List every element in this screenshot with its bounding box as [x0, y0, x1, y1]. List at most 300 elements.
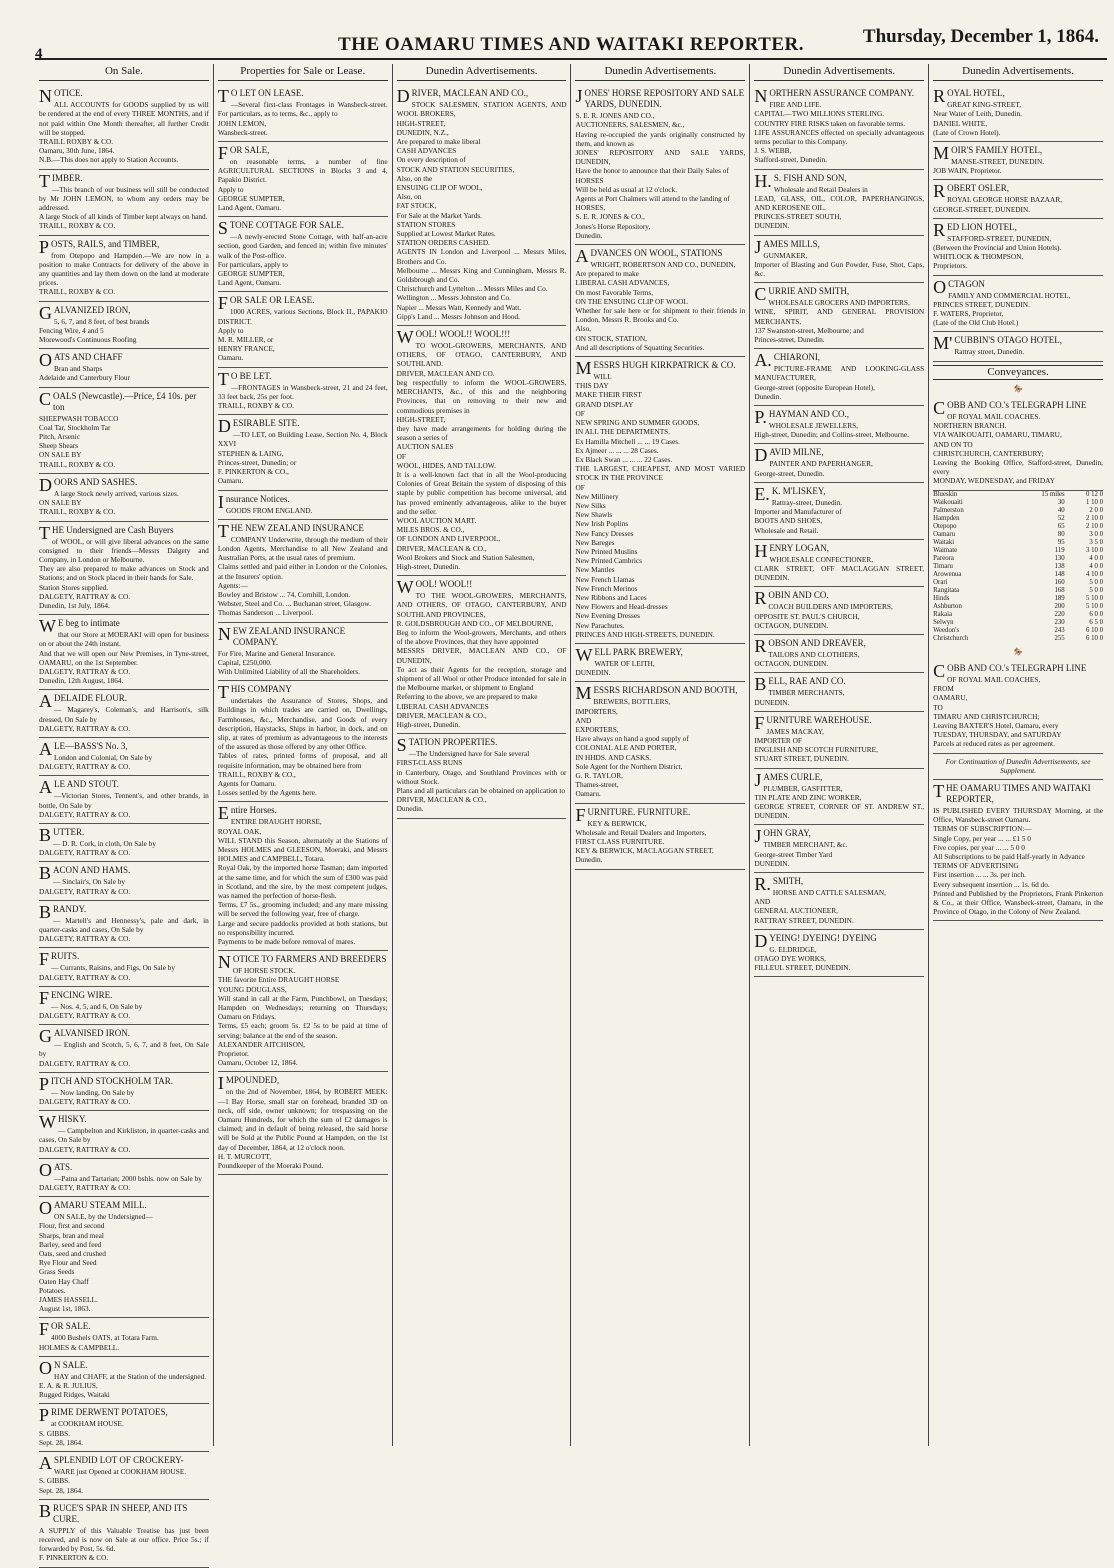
- advertisement-line: Apply to: [217, 325, 244, 335]
- advertisement-line: WHOLESALE GROCERS AND IMPORTERS,: [768, 298, 910, 308]
- advertisement-line: ON STOCK, STATION,: [575, 333, 647, 343]
- advertisement-title: MESSRS RICHARDSON AND BOOTH,: [575, 683, 738, 704]
- fare-cell: Selwyn: [933, 618, 954, 626]
- advertisement-line: F. WATERS, Proprietor,: [933, 309, 1004, 319]
- fare-row: [933, 595, 1103, 603]
- advertisement: [754, 587, 924, 635]
- advertisement: [754, 873, 924, 930]
- advertisement-title: H.S. FISH AND SON,: [754, 170, 847, 191]
- advertisement-line: beg respectfully to inform the WOOL-GROWERS, MERCHANTS, &c., of this and the neighboring Provinces, that on removing to their new and commodious premises in: [396, 377, 567, 415]
- advertisement-line: Proprietors.: [933, 261, 968, 271]
- fare-cell: Waimate: [933, 546, 958, 554]
- advertisement-title: ON SALE.: [39, 1357, 88, 1378]
- advertisement-title: P.HAYMAN AND CO.,: [754, 407, 850, 428]
- advertisement-line: Grass Seeds: [39, 1267, 75, 1277]
- advertisement-title: NOTICE TO FARMERS AND BREEDERS: [217, 952, 387, 973]
- advertisement-line: BREWERS, BOTTLERS,: [593, 697, 671, 707]
- advertisement-line: Dunedin.: [396, 804, 424, 814]
- advertisement-body: [754, 459, 924, 477]
- fare-row: [933, 571, 1103, 579]
- page-number: 4: [35, 46, 43, 62]
- masthead: [35, 24, 1107, 62]
- advertisement-line: ENGLISH AND SCOTCH FURNITURE,: [754, 745, 878, 755]
- advertisement-line: VIA WAIKOUAITI, OAMARU, TIMARU,: [933, 430, 1062, 440]
- advertisement-line: GENERAL AUCTIONEER,: [754, 906, 838, 916]
- advertisement-line: Also, on the: [396, 173, 433, 183]
- advertisement: [397, 85, 567, 326]
- advertisement-line: WARE just Opened at COOKHAM HOUSE.: [54, 1467, 187, 1477]
- advertisement-line: DALGETY, RATTRAY & CO.: [39, 1011, 131, 1020]
- advertisement: [39, 862, 209, 900]
- advertisement-line: on reasonable terms, a number of fine AGRICULTURAL SECTIONS in Blocks 3 and 4, Papakio District.: [217, 157, 388, 185]
- advertisement-line: Christchurch and Lyttelton ... Messrs Miles and Co.: [396, 284, 548, 294]
- fare-cell: 138: [1054, 562, 1065, 570]
- advertisement-line: from Otepopo and Hampden.—We are now in a position to make Contracts for delivery of the above in any quantities and lay them down on the land at moderate prices.: [39, 250, 209, 288]
- advertisement-line: DRIVER, MACLEAN AND CO.: [396, 368, 495, 378]
- advertisement-body: [39, 1333, 209, 1351]
- advertisement: [933, 397, 1103, 491]
- advertisement-line: PICTURE-FRAME AND LOOKING-GLASS MANUFACTURER,: [754, 364, 925, 383]
- advertisement-body: [397, 591, 567, 729]
- advertisement-line: TRAILL ROXBY & CO.: [39, 137, 114, 147]
- advertisement-line: DUNEDIN.: [575, 668, 611, 678]
- advertisement-line: DALGETY, RATTRAY & CO.: [39, 972, 131, 982]
- advertisement: [218, 951, 388, 1072]
- advertisement-line: AUCTION SALES: [396, 442, 454, 452]
- advertisement: [754, 769, 924, 826]
- advertisement: [754, 483, 924, 540]
- advertisement-line: New Shawls: [575, 510, 613, 520]
- advertisement-line: they have made arrangements for holding during the season a series of: [396, 423, 567, 443]
- advertisement-title: OATS.: [39, 1159, 73, 1180]
- advertisement-line: DALGETY, RATTRAY & CO.: [39, 1144, 131, 1154]
- advertisement-line: Apply to: [217, 184, 244, 194]
- advertisement-line: Gipp's Land ... Messrs Johnson and Hood.: [396, 311, 520, 321]
- advertisement: [575, 682, 745, 803]
- advertisement-body: [575, 111, 745, 240]
- fare-cell: 160: [1054, 578, 1065, 586]
- advertisement: [39, 738, 209, 776]
- advertisement-title: R.SMITH,: [754, 873, 804, 894]
- advertisement-line: GOODS FROM ENGLAND.: [225, 505, 313, 515]
- advertisement-body: [754, 688, 924, 706]
- advertisement-body: [933, 806, 1103, 916]
- advertisement-line: S. E. R. JONES & CO.,: [575, 212, 645, 222]
- columns: [35, 64, 1107, 1563]
- advertisement: [39, 948, 209, 986]
- advertisement: [933, 180, 1103, 218]
- advertisement: [39, 1357, 209, 1405]
- advertisement: [933, 660, 1103, 754]
- advertisement-line: DALGETY, RATTRAY & CO.: [39, 666, 131, 676]
- advertisement-line: Losses settled by the Agents here.: [217, 788, 317, 798]
- advertisement-line: PRINCES STREET, DUNEDIN.: [933, 299, 1030, 309]
- advertisement-line: IMPORTERS,: [575, 706, 618, 716]
- advertisement-line: Single Copy, per year ... ... £1 5 0: [933, 833, 1031, 843]
- advertisement-body: [39, 1002, 209, 1020]
- advertisement: [218, 623, 388, 682]
- advertisement-body: [754, 784, 924, 821]
- advertisement-body: [39, 1467, 209, 1495]
- advertisement-line: Rattray street, Dunedin.: [954, 347, 1025, 357]
- advertisement-line: Dunedin, 1st July, 1864.: [39, 600, 110, 610]
- advertisement-body: [754, 298, 924, 344]
- advertisement-line: JOB WAIN, Proprietor.: [933, 166, 1002, 176]
- advertisement-line: FIRST CLASS FURNITURE.: [575, 837, 665, 847]
- advertisement-line: on the 2nd of November, 1864, by ROBERT MEEK:—1 Bay Horse, small star on forehead, branded 3D on neck, off side, owner unknown; for trespassing on the Oamaru Hundreds, for which the sum of £2 damages is claimed; and in default of being released, the said horse will be Sold at the Public Pound at Hampden, on the 1st day of December, 1864, at 12 o'clock noon.: [217, 1087, 388, 1152]
- advertisement-body: [39, 705, 209, 733]
- advertisement-title: THE Undersigned are Cash Buyers: [39, 522, 174, 543]
- advertisement-title: CURRIE AND SMITH,: [754, 284, 850, 305]
- advertisement-line: Oats, seed and crushed: [39, 1249, 106, 1259]
- advertisement-line: WRIGHT, ROBERTSON AND CO., DUNEDIN,: [590, 260, 736, 270]
- advertisement: [39, 776, 209, 824]
- advertisement-title: JAMES MILLS,: [754, 236, 820, 257]
- advertisement-line: AGENTS IN London and Liverpool ... Messrs Miles, Brothers and Co.: [396, 247, 567, 266]
- advertisement-line: E. A. & R. JULIUS,: [39, 1381, 98, 1391]
- fare-cell: 200: [1054, 602, 1065, 610]
- advertisement-body: [933, 195, 1103, 213]
- advertisement-line: Bran and Sharps: [54, 364, 103, 374]
- column-heading: Properties for Sale or Lease.: [218, 64, 388, 81]
- advertisement-line: Importer and Manufacturer of: [754, 507, 842, 517]
- advertisement-line: Rugged Ridges, Waitaki: [39, 1390, 110, 1400]
- advertisement-line: Oamaru.: [217, 476, 244, 486]
- fare-row: [933, 531, 1103, 539]
- advertisement-line: — Sinclair's, On Sale by: [53, 877, 126, 887]
- advertisement-line: GRAND DISPLAY: [575, 399, 634, 409]
- advertisement-line: S. E. R. JONES AND CO.,: [575, 111, 655, 121]
- fare-cell: 5 0 0: [1089, 586, 1103, 594]
- advertisement-line: Pitch, Arsenic: [39, 432, 80, 442]
- advertisement-line: Land Agent, Oamaru.: [217, 278, 282, 288]
- advertisement-line: Have always on hand a good supply of: [575, 734, 689, 744]
- fare-cell: 6 0 0: [1089, 610, 1103, 618]
- advertisement-body: [575, 260, 745, 352]
- advertisement: [218, 85, 388, 142]
- advertisement-body: [39, 1174, 209, 1192]
- advertisement-line: Oaten Hay Chaff: [39, 1276, 89, 1286]
- fare-cell: Timaru: [933, 562, 953, 570]
- advertisement-line: MILES BROS. & CO.,: [396, 525, 465, 535]
- advertisement-line: New French Llamas: [575, 574, 635, 584]
- advertisement-line: STAFFORD-STREET, DUNEDIN,: [947, 233, 1052, 243]
- advertisement-line: PAINTER AND PAPERHANGER,: [769, 459, 873, 469]
- advertisement-body: [575, 697, 745, 798]
- advertisement-title: WHISKY.: [39, 1112, 87, 1133]
- advertisement-line: JOHN LEMON,: [217, 118, 267, 128]
- advertisement-title: JOHN GRAY,: [754, 826, 811, 847]
- fare-cell: 3 0 0: [1089, 530, 1103, 538]
- advertisement-body: [39, 100, 209, 164]
- advertisement: [754, 540, 924, 588]
- advertisement-line: Payments to be made before removal of mares.: [217, 937, 356, 947]
- fare-cell: Palmerston: [933, 506, 964, 514]
- advertisement-line: WOOL AUCTION MART.: [396, 515, 477, 525]
- fare-row: [933, 515, 1103, 523]
- advertisement: [575, 357, 745, 644]
- advertisement-line: Tables of rates, printed forms of proposal, and all requisite information, may be obtained here from: [217, 751, 388, 770]
- advertisement-line: (Between the Provincial and Union Hotels).: [933, 243, 1062, 253]
- fare-cell: 65: [1057, 522, 1065, 530]
- advertisement-line: J. S. WEBB,: [754, 146, 792, 156]
- advertisement-line: DANIEL WHITE,: [933, 118, 988, 128]
- advertisement-line: FAMILY AND COMMERCIAL HOTEL,: [948, 290, 1071, 300]
- advertisement-title: PRIME DERWENT POTATOES,: [39, 1405, 168, 1426]
- advertisement-line: LIBERAL CASH ADVANCES: [396, 701, 489, 711]
- advertisement-line: STATION ORDERS CASHED.: [396, 238, 490, 248]
- advertisement-line: Princes-street, Dunedin; or: [217, 457, 297, 467]
- advertisement-line: IS PUBLISHED EVERY THURSDAY Morning, at the Office, Wansbeck-street Oamaru.: [933, 805, 1103, 825]
- advertisement-line: ENSUING CLIP OF WOOL,: [396, 183, 483, 193]
- advertisement-line: Sept. 28, 1864.: [39, 1485, 83, 1495]
- advertisement-line: HIGH-STREET,: [396, 118, 446, 128]
- advertisement-line: New Irish Poplins: [575, 519, 629, 529]
- advertisement-line: (Late of the Old Club Hotel.): [933, 318, 1019, 328]
- advertisement-line: Proprietor.: [217, 1049, 249, 1059]
- advertisement-body: [218, 383, 388, 411]
- advertisement-line: Rattray-street, Dunedin.: [771, 497, 843, 507]
- advertisement-line: OF: [396, 451, 406, 461]
- advertisement: [39, 1452, 209, 1500]
- advertisement-line: —Several first-class Frontages in Wansbeck-street. For particulars, as to terms, &c., apply to: [217, 100, 388, 119]
- advertisement-line: Princes-street, Dunedin.: [754, 335, 825, 345]
- advertisement-line: OF: [575, 482, 585, 492]
- fare-cell: 30: [1057, 498, 1065, 506]
- advertisement-line: High-street, Dunedin; and Collins-street, Melbourne.: [754, 430, 909, 440]
- advertisement-title: WOOL! WOOL!! WOOL!!!: [396, 327, 511, 348]
- advertisement-line: DALGETY, RATTRAY & CO.: [39, 934, 131, 944]
- advertisement-line: PLUMBER, GASFITTER,: [763, 783, 843, 793]
- advertisement-line: Near Water of Leith, Dunedin.: [933, 109, 1022, 119]
- advertisement-line: DALGETY, RATTRAY & CO.: [39, 886, 131, 896]
- advertisement-title: HENRY LOGAN,: [754, 540, 829, 561]
- advertisement-line: OF: [575, 408, 585, 418]
- coach-emblem-icon: 🏇: [1013, 646, 1023, 656]
- advertisement-line: — English and Scotch, 5, 6, 7, and 8 feet, On Sale by: [39, 1040, 209, 1059]
- advertisement-body: [39, 185, 209, 231]
- advertisement-line: TERMS OF SUBSCRIPTION:—: [933, 824, 1032, 834]
- advertisement-line: Parcels at reduced rates as per agreement.: [933, 739, 1055, 749]
- fare-cell: 148: [1054, 570, 1065, 578]
- advertisement-line: DALGETY, RATTRAY & CO.: [39, 1058, 131, 1068]
- advertisement-title: FOR SALE OR LEASE.: [217, 293, 315, 314]
- advertisement-line: IMPORTER OF: [754, 735, 802, 745]
- advertisement-body: [218, 817, 388, 946]
- advertisement-body: [39, 1040, 209, 1068]
- advertisement-line: Fencing Wire, 4 and 5: [39, 325, 104, 335]
- advertisement-line: ROYAL GEORGE HORSE BAZAAR,: [947, 195, 1063, 205]
- advertisement-line: Dunedin.: [575, 230, 603, 240]
- column-1: [35, 64, 214, 1563]
- advertisement-line: For Sale at the Market Yards.: [396, 210, 482, 220]
- fare-cell: Waikouaiti: [933, 498, 963, 506]
- advertisement-line: New Flowers and Head-dresses: [575, 602, 668, 612]
- fare-cell: Christchurch: [933, 634, 969, 642]
- advertisement-line: Will be held as usual at 12 o'clock.: [575, 184, 678, 194]
- advertisement-line: New French Merinos: [575, 583, 638, 593]
- advertisement: [754, 673, 924, 711]
- advertisement-line: of WOOL, or will give liberal advances on the same consigned to their friends—Messrs Dalgety and Company, in London or Melbourne.: [39, 536, 209, 564]
- advertisement-line: ON THE ENSUING CLIP OF WOOL: [575, 296, 688, 306]
- advertisement-body: [933, 347, 1103, 356]
- advertisement-line: Melbourne ... Messrs King and Cunningham, Messrs R. Goldsbrough and Co.: [396, 265, 567, 285]
- advertisement-body: [39, 791, 209, 819]
- advertisement-line: And that we will open our New Premises, in Tyne-street, OAMARU, on the 1st September.: [39, 648, 209, 667]
- advertisement-line: DRIVER, MACLEAN & CO.,: [396, 795, 487, 805]
- fare-row: [933, 507, 1103, 515]
- advertisement-title: STATION PROPERTIES.: [396, 735, 498, 756]
- advertisement-title: FURNITURE. FURNITURE.: [575, 804, 691, 825]
- advertisement-line: To act as their Agents for the reception, storage and shipment of all Wool or other Produce intended for sale in the Melbourne market, or shipment to England: [396, 664, 567, 693]
- fare-table: [933, 491, 1103, 643]
- advertisement-line: DUNEDIN.: [754, 697, 790, 707]
- advertisement-line: PRINCES-STREET SOUTH,: [754, 212, 842, 222]
- advertisement-body: [933, 234, 1103, 271]
- advertisement-title: FURNITURE WAREHOUSE.: [754, 712, 872, 733]
- advertisement-line: Plans and all particulars can be obtained on application to: [396, 786, 566, 796]
- advertisement: [39, 690, 209, 738]
- fare-cell: 2 10 0: [1085, 514, 1103, 522]
- advertisement-line: CASH ADVANCES: [396, 146, 457, 156]
- advertisement-line: in Canterbury, Otago, and Southland Provinces with or without Stock.: [396, 767, 567, 786]
- advertisement-line: TERMS OF ADVERTISING: [933, 861, 1019, 871]
- advertisement: [39, 1197, 209, 1318]
- advertisement-line: Beg to inform the Wool-growers, Merchants, and others of the above Provinces, that they have appointed: [396, 627, 567, 647]
- advertisement-line: For particulars, apply to: [217, 259, 288, 269]
- fare-cell: 189: [1054, 594, 1065, 602]
- advertisement-line: STUART STREET, DUNEDIN.: [754, 754, 849, 764]
- advertisement-line: GUNMAKER,: [763, 250, 808, 260]
- advertisement-line: NORTHERN BRANCH.: [933, 421, 1007, 431]
- advertisement-line: Printed and Published by the Proprietors, Frank Pinkerton & Co., at their Office, Wansbeck-street, Oamaru, in the Province of Otago, in the Colony of New Zealand.: [933, 888, 1103, 917]
- advertisement-line: A SUPPLY of this Valuable Treatise has just been received, and is now on Sale at our office. Price 5s.; if forwarded by Post, 5s. 6d.: [39, 1525, 209, 1554]
- advertisement: [39, 824, 209, 862]
- advertisement-line: 1000 ACRES, various Sections, Block II., PAPAKIO DISTRICT.: [217, 307, 388, 326]
- advertisement-line: WHITLOCK & THOMPSON,: [933, 252, 1024, 262]
- advertisement-line: PRINCES AND HIGH-STREETS, DUNEDIN.: [575, 629, 715, 639]
- advertisement-line: Ex Hamilla Mitchell ... ... 19 Cases.: [575, 436, 680, 446]
- advertisement: [39, 349, 209, 387]
- advertisement-line: Oamaru.: [217, 353, 244, 363]
- masthead-rule: [35, 58, 1107, 60]
- advertisement-line: Dunedin.: [575, 855, 603, 865]
- advertisement-line: Terms, £5 each; groom 5s. £2 5s to be paid at time of serving; balance at the end of the season.: [217, 1021, 388, 1040]
- advertisement-line: New Evening Dresses: [575, 611, 640, 621]
- advertisement: [39, 388, 209, 474]
- advertisement-line: Adelaide and Canterbury Flour: [39, 373, 130, 383]
- advertisement-line: New Silks: [575, 500, 606, 510]
- fare-cell: Waitaki: [933, 538, 955, 546]
- advertisement: [39, 1404, 209, 1452]
- advertisement-line: TRAILL, ROXBY & CO.: [217, 401, 294, 411]
- advertisement-line: Jones's Horse Repository,: [575, 221, 651, 231]
- advertisement-body: [39, 1088, 209, 1106]
- advertisement-line: TIMBER MERCHANT, &c.: [763, 840, 848, 850]
- advertisement-line: AND: [754, 897, 771, 907]
- advertisement-body: [575, 372, 745, 639]
- column-4: [571, 64, 750, 1446]
- advertisement-line: Oamaru, October 12, 1864.: [217, 1058, 298, 1068]
- advertisement-line: Importer of Blasting and Gun Powder, Fuse, Shot, Caps, &c.: [754, 259, 925, 279]
- advertisement-line: ALL ACCOUNTS for GOODS supplied by us will be rendered at the end of every THREE MONTHS, and if not paid within One Month thereafter, all further Credit will be stopped.: [39, 100, 209, 137]
- advertisement: [575, 804, 745, 870]
- fare-cell: 52: [1057, 514, 1065, 522]
- advertisement-line: Ex Ajmeer ... ... ... 28 Cases.: [575, 445, 659, 455]
- advertisement-line: M. R. MILLER, or: [217, 335, 274, 345]
- advertisement-line: OCTAGON, DUNEDIN.: [754, 620, 829, 630]
- advertisement-line: COMPANY Underwrite, through the medium of their London Agents, Merchandise to all New Zealand and Australian Ports, at the usual rates of premium.: [217, 534, 388, 563]
- advertisement-title: ADVANCES ON WOOL, STATIONS: [575, 246, 723, 267]
- advertisement-line: HOLMES & CAMPBELL.: [39, 1342, 120, 1352]
- advertisement-line: DUNEDIN, N.Z.,: [396, 127, 449, 137]
- fare-cell: Arowenua: [933, 570, 962, 578]
- advertisement-line: First insertion ... ... 3s. per inch.: [933, 870, 1026, 880]
- advertisement: [39, 1025, 209, 1073]
- advertisement-title: TO BE LET.: [217, 368, 272, 389]
- advertisement-title: FOR SALE,: [217, 143, 270, 164]
- advertisement-line: ON SALE, by the Undersigned—: [54, 1212, 153, 1222]
- issue-date: Thursday, December 1, 1864.: [862, 26, 1099, 47]
- advertisement-line: RATTRAY STREET, DUNEDIN.: [754, 915, 854, 925]
- fare-cell: Otepopo: [933, 522, 957, 530]
- advertisement: [933, 276, 1103, 333]
- advertisement-line: —The Undersigned have for Sale several: [408, 749, 530, 759]
- advertisement-line: Oamaru, 30th June, 1864.: [39, 146, 115, 156]
- advertisement: [39, 302, 209, 350]
- advertisement-line: Are prepared to make liberal: [396, 137, 481, 147]
- advertisement-line: Referring to the above, we are prepared to make: [396, 692, 538, 702]
- advertisement-line: Bowley and Bristow ... 74, Cornhill, London.: [217, 589, 351, 599]
- advertisement-line: GEORGE-STREET, DUNEDIN.: [933, 204, 1031, 214]
- advertisement-line: Also, on: [396, 192, 422, 202]
- advertisement-line: New Printed Cambrics: [575, 556, 642, 566]
- advertisement-title: IMPOUNDED,: [217, 1073, 280, 1094]
- advertisement-line: Wholesale and Retail Dealers and Importers,: [575, 827, 707, 837]
- advertisement-title: TIMBER.: [39, 170, 83, 191]
- advertisement-line: — D. R. Cork, in cloth, On Sale by: [53, 838, 156, 848]
- advertisement-title: THE NEW ZEALAND INSURANCE: [217, 520, 364, 541]
- advertisement-line: —FRONTAGES in Wansbeck-street, 21 and 24 feet, 33 feet back, 25s per foot.: [217, 382, 388, 401]
- advertisement-line: 137 Swanston-street, Melbourne; and: [754, 325, 864, 335]
- newspaper-page: [7, 6, 1107, 1563]
- advertisement-line: Thames-street,: [575, 780, 619, 790]
- advertisement-line: DUNEDIN.: [754, 221, 790, 231]
- advertisement-line: G. ELDRIDGE,: [769, 944, 817, 954]
- advertisement-line: New Parachutes.: [575, 620, 625, 630]
- advertisement-line: London and Colonial, On Sale by: [54, 752, 153, 762]
- advertisement-line: WHOLESALE CONFECTIONER,: [769, 554, 874, 564]
- advertisement-line: BOOTS AND SHOES,: [754, 516, 823, 526]
- fare-cell: Orari: [933, 578, 948, 586]
- fare-row: [933, 539, 1103, 547]
- advertisement-line: WOOL, HIDES, AND TALLOW.: [396, 460, 496, 470]
- column-heading: Dunedin Advertisements.: [575, 64, 745, 81]
- advertisement-line: Claims settled and paid either in London or the Colonies, at the Insurers' option.: [217, 562, 388, 581]
- advertisement-title: Entire Horses.: [217, 803, 277, 824]
- advertisement-line: Having re-occupied the yards originally constructed by them, and known as: [575, 129, 746, 148]
- advertisement-line: —TO LET, on Building Lease, Section No. 4, Block XXVI: [217, 430, 388, 449]
- advertisement-body: [218, 157, 388, 212]
- advertisement: [575, 85, 745, 245]
- advertisement-title: NEW ZEALAND INSURANCE COMPANY.: [217, 623, 346, 647]
- advertisement-title: MESSRS HUGH KIRKPATRICK & CO.: [575, 358, 736, 379]
- advertisement-body: [218, 696, 388, 797]
- advertisement-line: HAY and CHAFF, at the Station of the undersigned.: [54, 1371, 207, 1381]
- advertisement-line: Rye Flour and Seed: [39, 1258, 97, 1268]
- advertisement-line: 4000 Bushels OATS, at Totara Farm.: [51, 1333, 159, 1343]
- advertisement-body: [39, 251, 209, 297]
